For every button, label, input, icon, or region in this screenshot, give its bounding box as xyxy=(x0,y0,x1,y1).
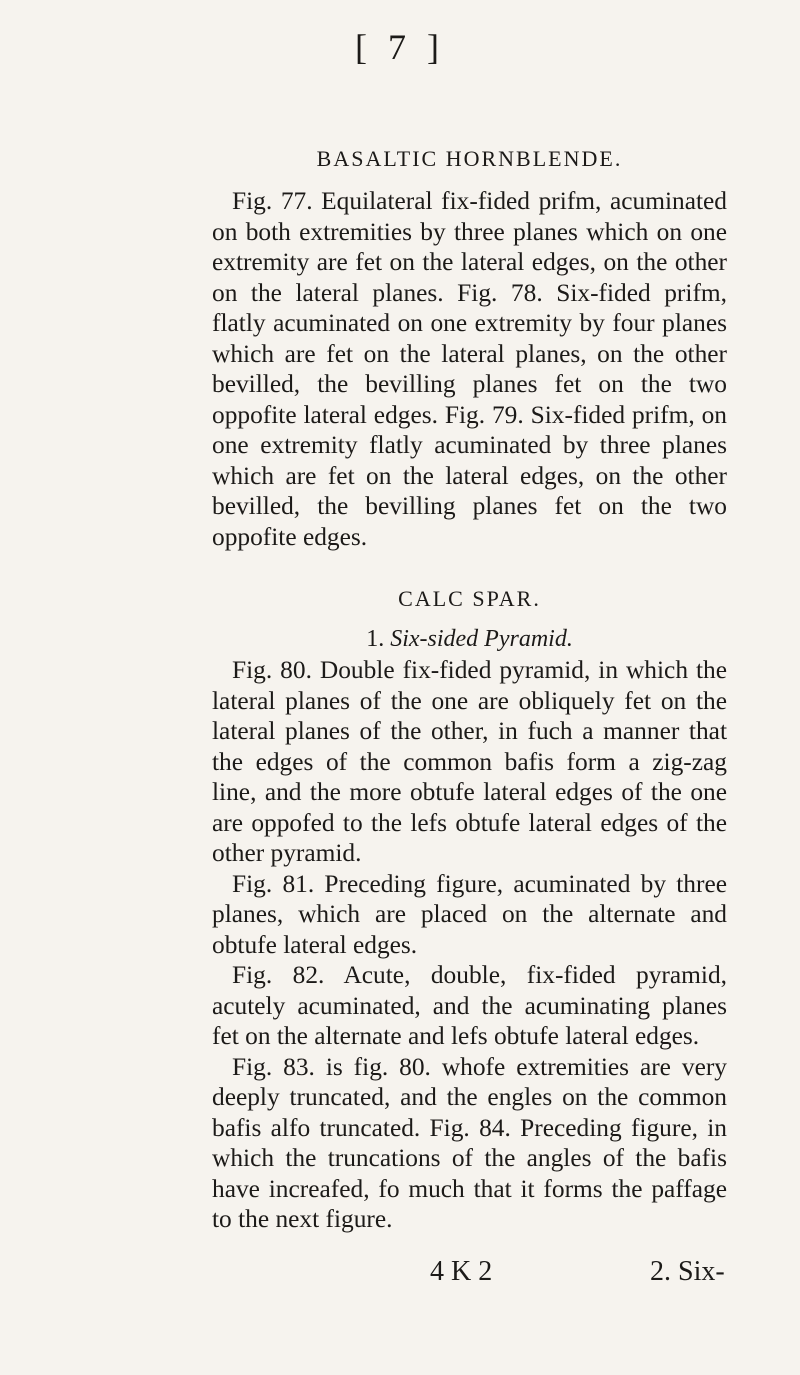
paragraph: Fig. 83. is fig. 80. whofe extremities are very deeply truncated, and the engles on the common bafis alfo truncated. Fig. 84. Preceding figure, in which the truncations of the angles of the bafis have increafed, fo much that it forms the paffage to the next figure. xyxy=(212,1052,727,1233)
section-basaltic-hornblende xyxy=(212,146,727,552)
subheading xyxy=(212,626,727,653)
catchword: 2. Six- xyxy=(650,1256,725,1287)
signature-mark: 4 K 2 xyxy=(430,1256,493,1287)
paragraph: Fig. 77. Equilateral fix-fided prifm, acuminated on both extremities by three planes which on one extremity are fet on the lateral edges, on the other on the lateral planes. Fig. 78. Six-fided prifm, flatly acuminated on one extremity by four planes which are fet on the lateral planes, on the other bevilled, the bevilling planes fet on the two oppofite lateral edges. Fig. 79. Six-fided prifm, on one extremity flatly acuminated by three planes which are fet on the lateral edges, on the other bevilled, the bevilling planes fet on the two oppofite edges. xyxy=(212,187,727,551)
section-calc-spar xyxy=(212,586,727,1235)
section-heading: BASALTIC HORNBLENDE. xyxy=(316,146,623,171)
subheading-title: Six-sided Pyramid. xyxy=(390,626,573,652)
paragraph: Fig. 82. Acute, double, fix-fided pyramid, acutely acuminated, and the acuminating planes fet on the alternate and lefs obtufe lateral edges. xyxy=(212,961,727,1050)
paragraph: Fig. 81. Preceding figure, acuminated by three planes, which are placed on the alternate and obtufe lateral edges. xyxy=(212,869,727,959)
section-heading: CALC SPAR. xyxy=(398,586,541,611)
paragraph: Fig. 80. Double fix-fided pyramid, in which the lateral planes of the one are obliquely fet on the lateral planes of the other, in fuch a manner that the edges of the common bafis form a zig-zag line, and the more obtufe lateral edges of the one are oppofed to the lefs obtufe lateral edges of the other pyramid. xyxy=(212,656,727,867)
subheading-number: 1. xyxy=(366,626,385,652)
page-number: [ 7 ] xyxy=(355,27,445,67)
